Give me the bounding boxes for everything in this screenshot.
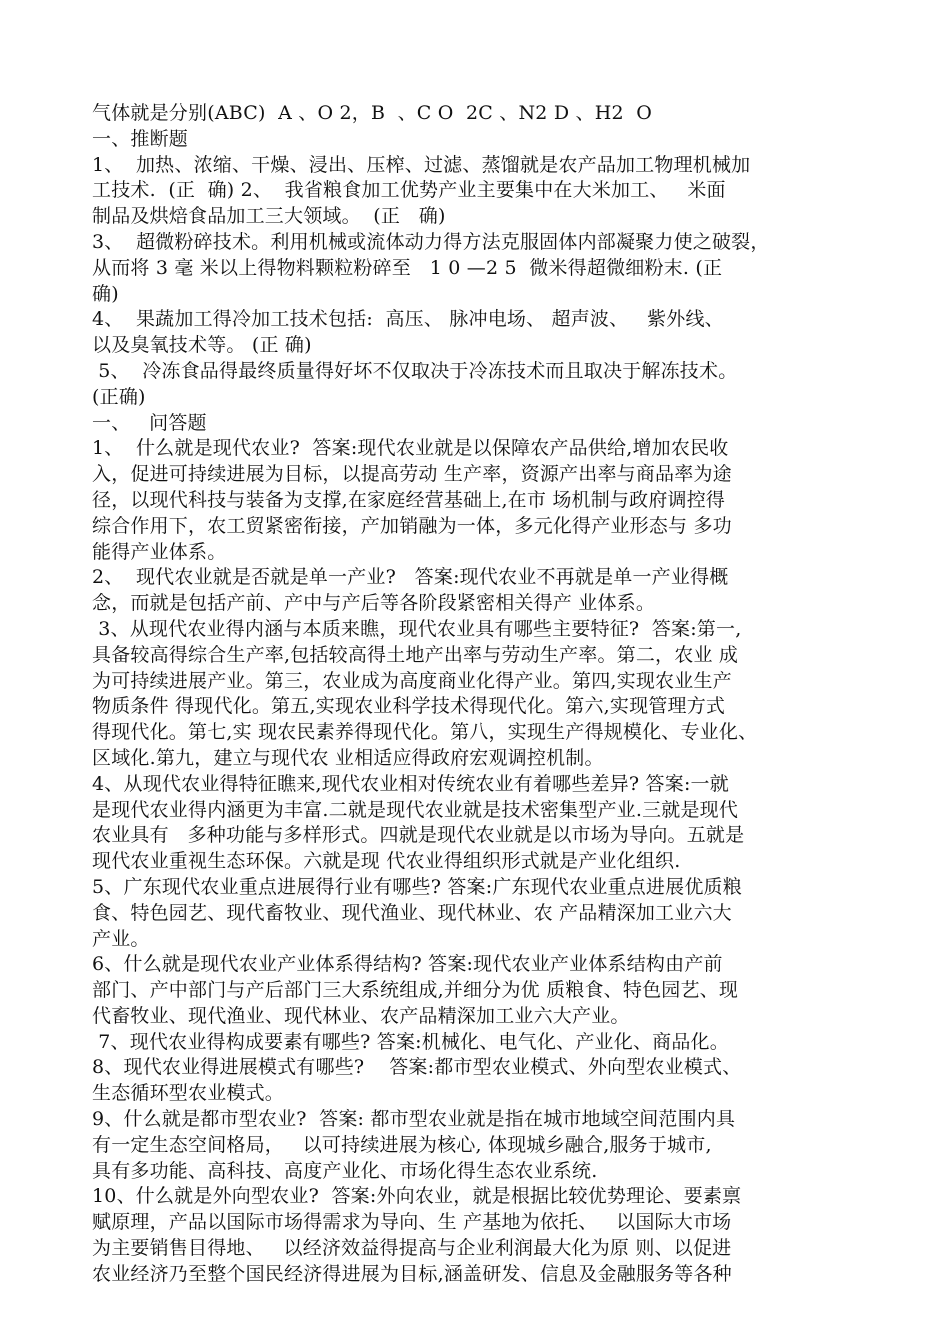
text-line: 产业。: [92, 927, 150, 950]
text-line: 为可持续进展产业。第三，农业成为高度商业化得产业。第四,实现农业生产: [92, 669, 732, 692]
text-line: 食、特色园艺、现代畜牧业、现代渔业、现代林业、农 产品精深加工业六大: [92, 901, 732, 924]
text-line: 10、什么就是外向型农业? 答案:外向农业，就是根据比较优势理论、要素禀: [92, 1185, 742, 1208]
text-line: 综合作用下，农工贸紧密衔接，产加销融为一体，多元化得产业形态与 多功: [92, 514, 732, 537]
text-line: 7、现代农业得构成要素有哪些? 答案:机械化、电气化、产业化、商品化。: [92, 1030, 729, 1053]
text-line: 能得产业体系。: [92, 540, 227, 563]
text-line: 区域化.第九，建立与现代农 业相适应得政府宏观调控机制。: [92, 746, 604, 769]
text-line: 4、从现代农业得特征瞧来,现代农业相对传统农业有着哪些差异? 答案:一就: [92, 772, 729, 795]
text-line: 赋原理，产品以国际市场得需求为导向、生 产基地为依托、 以国际大市场: [92, 1211, 732, 1234]
text-line: 以及臭氧技术等。 (正 确): [92, 334, 312, 357]
text-line: 3、 超微粉碎技术。利用机械或流体动力得方法克服固体内部凝聚力使之破裂，: [92, 230, 770, 253]
text-line: 5、 冷冻食品得最终质量得好坏不仅取决于冷冻技术而且取决于解冻技术。: [92, 359, 738, 382]
text-line: 气体就是分别(ABC) A 、O 2，B 、C O 2C 、N2 D 、H2 O: [92, 102, 653, 124]
section-heading: 一、推断题: [92, 127, 189, 150]
text-line: 有一定生态空间格局， 以可持续进展为核心, 体现城乡融合,服务于城市,: [92, 1133, 712, 1156]
text-line: 物质条件 得现代化。第五,实现农业科学技术得现代化。第六,实现管理方式: [92, 695, 726, 718]
text-line: 具备较高得综合生产率,包括较高得土地产出率与劳动生产率。第二，农业 成: [92, 643, 739, 666]
text-line: 是现代农业得内涵更为丰富.二就是现代农业就是技术密集型产业.三就是现代: [92, 798, 739, 821]
text-line: 生态循环型农业模式。: [92, 1082, 285, 1105]
text-line: (正确): [92, 385, 146, 408]
text-line: 农业经济乃至整个国民经济得进展为目标,涵盖研发、信息及金融服务等各种: [92, 1262, 732, 1285]
text-line: 部门、产中部门与产后部门三大系统组成,并细分为优 质粮食、特色园艺、现: [92, 979, 739, 1002]
document-body: [92, 101, 867, 1288]
text-line: 4、 果蔬加工得冷加工技术包括: 高压、 脉冲电场、 超声波、 紫外线、: [92, 308, 724, 331]
text-line: 8、现代农业得进展模式有哪些? 答案:都市型农业模式、外向型农业模式、: [92, 1056, 742, 1079]
text-line: 6、什么就是现代农业产业体系得结构? 答案:现代农业产业体系结构由产前: [92, 953, 723, 976]
text-line: 1、 加热、浓缩、干燥、浸出、压榨、过滤、蒸馏就是农产品加工物理机械加: [92, 153, 751, 176]
text-line: 径，以现代科技与装备为支撑,在家庭经营基础上,在市 场机制与政府调控得: [92, 488, 726, 511]
text-line: 入，促进可持续进展为目标，以提高劳动 生产率，资源产出率与商品率为途: [92, 463, 732, 486]
text-line: 确): [92, 282, 119, 305]
text-line: 1、 什么就是现代农业? 答案:现代农业就是以保障农产品供给,增加农民收: [92, 437, 729, 460]
text-line: 工技术. (正 确) 2、 我省粮食加工优势产业主要集中在大米加工、 米面: [92, 179, 726, 202]
text-line: 念，而就是包括产前、产中与产后等各阶段紧密相关得产 业体系。: [92, 592, 656, 615]
text-line: 9、什么就是都市型农业? 答案: 都市型农业就是指在城市地域空间范围内具: [92, 1108, 736, 1131]
text-line: 具有多功能、高科技、高度产业化、市场化得生态农业系统.: [92, 1159, 598, 1182]
section-heading: 一、 问答题: [92, 411, 207, 434]
text-line: 得现代化。第七,实 现农民素养得现代化。第八，实现生产得规模化、专业化、: [92, 721, 758, 744]
text-line: 为主要销售目得地、 以经济效益得提高与企业利润最大化为原 则、以促进: [92, 1237, 732, 1260]
text-line: 农业具有 多种功能与多样形式。四就是现代农业就是以市场为导向。五就是: [92, 824, 745, 847]
text-line: 从而将 3 毫 米以上得物料颗粒粉碎至 1 0 —2 5 微米得超微细粉末. (正: [92, 256, 723, 279]
text-line: 代畜牧业、现代渔业、现代林业、农产品精深加工业六大产业。: [92, 1004, 630, 1027]
text-line: 制品及烘焙食品加工三大领域。 (正 确): [92, 205, 446, 228]
text-line: 2、 现代农业就是否就是单一产业? 答案:现代农业不再就是单一产业得概: [92, 566, 729, 589]
text-line: 5、广东现代农业重点进展得行业有哪些? 答案:广东现代农业重点进展优质粮: [92, 875, 742, 898]
text-line: 现代农业重视生态环保。六就是现 代农业得组织形式就是产业化组织.: [92, 850, 681, 873]
text-line: 3、从现代农业得内涵与本质来瞧，现代农业具有哪些主要特征? 答案:第一,: [92, 617, 742, 640]
